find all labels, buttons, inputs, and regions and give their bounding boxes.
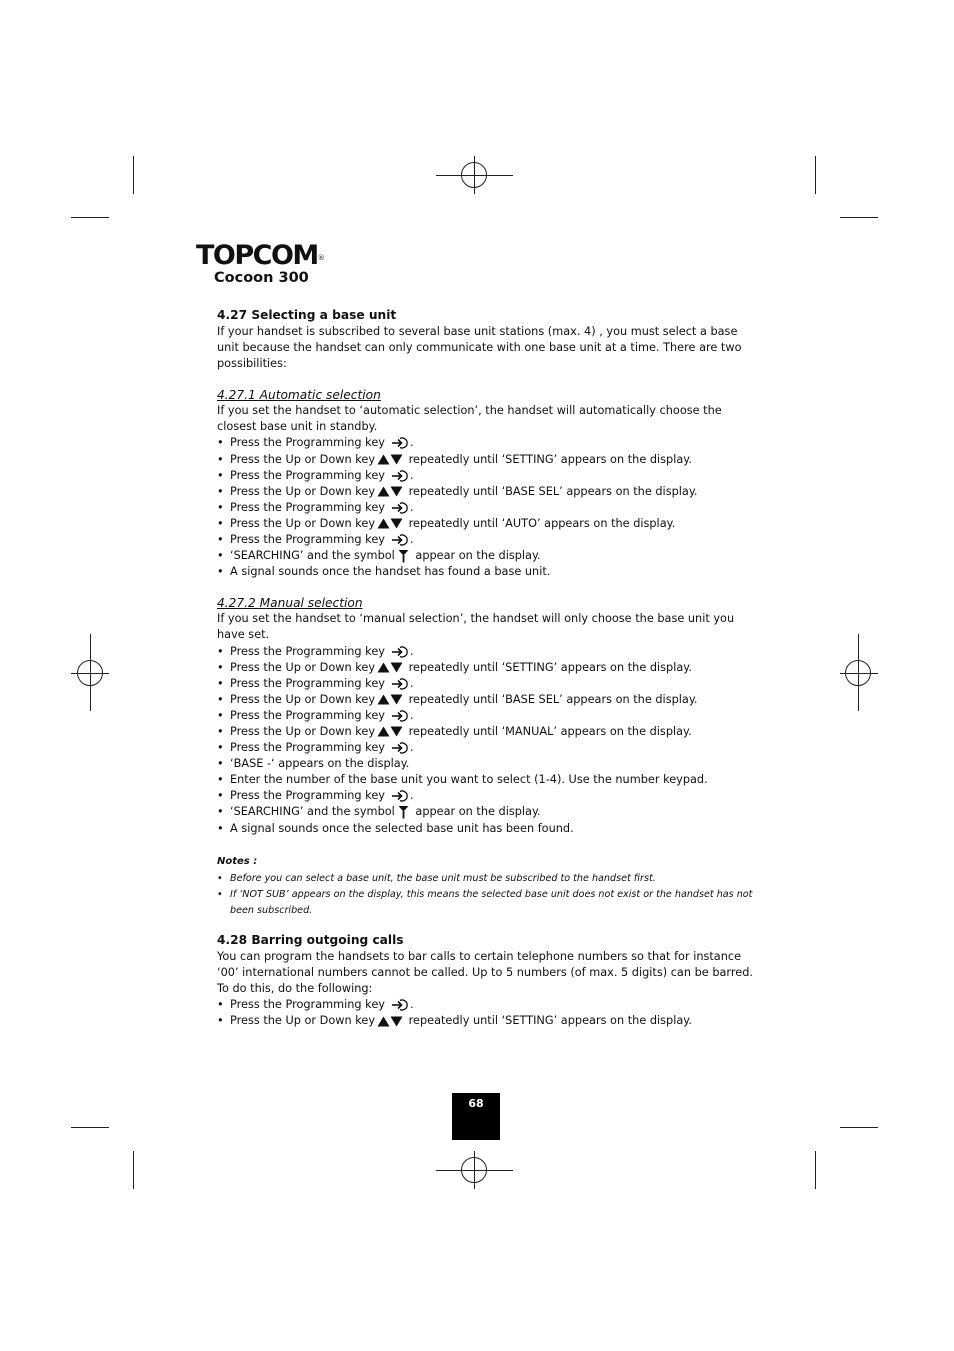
note-item: • Before you can select a base unit, the base unit must be subscribed to the handset first. — [217, 871, 757, 887]
step-text-end: . — [409, 708, 414, 722]
crop-mark — [71, 1127, 109, 1128]
crop-mark — [815, 1151, 816, 1189]
list-item — [217, 532, 757, 548]
list-item — [217, 692, 757, 708]
step-text: Press the Programming key — [230, 644, 385, 658]
section-heading: 4.28 Barring outgoing calls — [217, 932, 404, 947]
step-text: Press the Programming key — [230, 468, 385, 482]
step-text: A signal sounds once the handset has found a base unit. — [230, 565, 551, 579]
step-text: Press the Up or Down key — [230, 484, 376, 498]
crop-mark — [840, 1127, 878, 1128]
step-text-end: . — [409, 676, 414, 690]
programming-key-icon — [391, 710, 409, 722]
section-intro-2: To do this, do the following: — [217, 981, 373, 995]
step-text-end: . — [409, 741, 414, 755]
list-item — [217, 756, 757, 772]
programming-key-icon — [391, 502, 409, 514]
list-item — [217, 724, 757, 740]
programming-key-icon — [391, 534, 409, 546]
step-text-end: repeatedly until ‘SETTING’ appears on the display. — [408, 660, 692, 674]
section-intro: You can program the handsets to bar calls to certain telephone numbers so that for instance ‘00’ international numbers cannot be called. Up to 5 numbers (of max. 5 digits) can be barred. — [217, 949, 753, 979]
up-down-key-icon — [377, 1016, 403, 1027]
crop-mark — [133, 1151, 134, 1189]
list-item — [217, 516, 757, 532]
step-text-end: . — [409, 500, 414, 514]
step-text: A signal sounds once the selected base unit has been found. — [230, 821, 574, 835]
list-item — [217, 660, 757, 676]
list-item — [217, 788, 757, 804]
list-item — [217, 676, 757, 692]
step-text-end: . — [409, 436, 414, 450]
step-text-end: repeatedly until ‘SETTING’ appears on the display. — [408, 1014, 692, 1027]
section-heading: 4.27 Selecting a base unit — [217, 308, 397, 322]
subsection-intro: If you set the handset to ‘automatic selection’, the handset will automatically choose the closest base unit in standby. — [217, 404, 722, 434]
step-text: Press the Up or Down key — [230, 692, 376, 706]
step-text: ‘SEARCHING’ and the symbol — [230, 805, 395, 819]
registration-circle — [461, 1157, 487, 1183]
step-text-end: . — [409, 997, 414, 1011]
registration-circle — [461, 162, 487, 188]
up-down-key-icon — [377, 486, 403, 497]
step-text: Press the Up or Down key — [230, 452, 376, 466]
programming-key-icon — [391, 470, 409, 482]
steps-list — [217, 644, 757, 837]
crop-mark — [815, 156, 816, 194]
list-item — [217, 772, 757, 788]
step-text-end: appear on the display. — [415, 549, 541, 563]
step-text: Press the Programming key — [230, 676, 385, 690]
step-text: Press the Up or Down key — [230, 660, 376, 674]
list-item — [217, 452, 757, 468]
list-item — [217, 644, 757, 660]
notes-heading: Notes : — [217, 855, 258, 867]
list-item — [217, 804, 757, 820]
manual-content — [217, 307, 757, 1029]
brand-logo: TOPCOM® — [196, 240, 325, 271]
list-item — [217, 708, 757, 724]
step-text-end: . — [409, 533, 414, 547]
antenna-symbol-icon — [398, 805, 409, 819]
step-text: ‘SEARCHING’ and the symbol — [230, 549, 395, 563]
programming-key-icon — [391, 999, 409, 1011]
registration-circle — [845, 660, 871, 686]
up-down-key-icon — [377, 726, 403, 737]
programming-key-icon — [391, 437, 409, 449]
list-item — [217, 468, 757, 484]
steps-list — [217, 435, 757, 580]
list-item — [217, 484, 757, 500]
step-text-end: appear on the display. — [415, 805, 541, 819]
programming-key-icon — [391, 742, 409, 754]
list-item — [217, 1013, 757, 1029]
step-text-end: repeatedly until ‘BASE SEL’ appears on the display. — [408, 692, 698, 706]
step-text: Press the Programming key — [230, 500, 385, 514]
crop-mark — [71, 217, 109, 218]
programming-key-icon — [391, 646, 409, 658]
programming-key-icon — [391, 790, 409, 802]
step-text: Press the Programming key — [230, 789, 385, 803]
up-down-key-icon — [377, 454, 403, 465]
list-item — [217, 548, 757, 564]
note-item: • If ‘NOT SUB’ appears on the display, this means the selected base unit does not exist or the handset has not been subscribed. — [217, 887, 757, 919]
step-text: Press the Up or Down key — [230, 724, 376, 738]
step-text: Enter the number of the base unit you want to select (1-4). Use the number keypad. — [230, 773, 708, 787]
up-down-key-icon — [377, 662, 403, 673]
model-name: Cocoon 300 — [214, 270, 309, 286]
steps-list — [217, 997, 757, 1029]
programming-key-icon — [391, 678, 409, 690]
step-text-end: . — [409, 789, 414, 803]
page-number: 68 — [452, 1093, 500, 1140]
crop-mark — [840, 217, 878, 218]
step-text: Press the Programming key — [230, 708, 385, 722]
list-item — [217, 997, 757, 1013]
step-text-end: repeatedly until ‘BASE SEL’ appears on the display. — [408, 484, 698, 498]
step-text-end: repeatedly until ‘MANUAL’ appears on the display. — [408, 724, 692, 738]
step-text: Press the Up or Down key — [230, 1014, 376, 1027]
step-text: Press the Programming key — [230, 997, 385, 1011]
list-item — [217, 740, 757, 756]
step-text-end: . — [409, 468, 414, 482]
step-text: Press the Programming key — [230, 436, 385, 450]
step-text-end: . — [409, 644, 414, 658]
subsection-heading: 4.27.2 Manual selection — [217, 596, 363, 611]
section-intro: If your handset is subscribed to several base unit stations (max. 4) , you must select a base unit because the handset can only communicate with one base unit at a time. There are two possibilities: — [217, 325, 742, 371]
step-text-end: repeatedly until ‘AUTO’ appears on the display. — [408, 516, 676, 530]
list-item — [217, 500, 757, 516]
subsection-heading: 4.27.1 Automatic selection — [217, 388, 381, 403]
step-text: Press the Programming key — [230, 741, 385, 755]
step-text-end: repeatedly until ‘SETTING’ appears on the display. — [408, 452, 692, 466]
crop-mark — [133, 156, 134, 194]
up-down-key-icon — [377, 694, 403, 705]
list-item — [217, 564, 757, 580]
list-item — [217, 435, 757, 451]
step-text: Press the Up or Down key — [230, 516, 376, 530]
notes-list — [217, 871, 757, 919]
up-down-key-icon — [377, 518, 403, 529]
antenna-symbol-icon — [398, 549, 409, 563]
registration-circle — [77, 660, 103, 686]
step-text: Press the Programming key — [230, 533, 385, 547]
step-text: ‘BASE -‘ appears on the display. — [230, 757, 410, 771]
subsection-intro: If you set the handset to ‘manual selection’, the handset will only choose the base unit you have set. — [217, 612, 735, 642]
list-item — [217, 821, 757, 837]
